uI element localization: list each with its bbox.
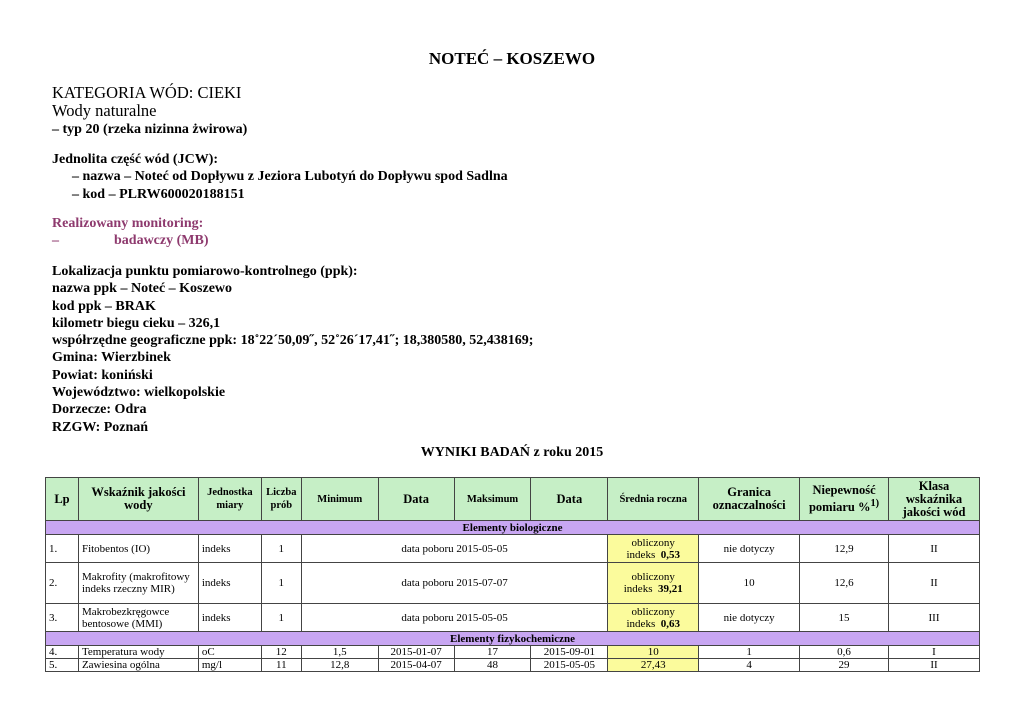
jcw-code: – kod – PLRW600020188151 — [72, 186, 245, 202]
cell-max: 48 — [454, 659, 531, 672]
header-limit: Granica oznaczalności — [699, 478, 800, 521]
cell-lp: 2. — [46, 563, 79, 604]
cell-mean — [608, 563, 699, 604]
mean-label-index: indeks — [626, 548, 656, 561]
cell-date-min: 2015-01-07 — [378, 646, 454, 659]
table-row — [46, 659, 980, 672]
cell-uncertainty: 15 — [800, 604, 889, 632]
header-max: Maksimum — [454, 478, 531, 521]
cell-indicator: Makrobezkręgowce bentosowe (MMI) — [78, 604, 198, 632]
cell-class: II — [889, 563, 980, 604]
location-line: współrzędne geograficzne ppk: 18˚22´50,09˝, 52˚26´17,41˝; 18,380580, 52,438169; — [52, 333, 534, 349]
cell-lp: 1. — [46, 535, 79, 563]
cell-date-max: 2015-09-01 — [531, 646, 608, 659]
header-uncertainty-sup: 1) — [870, 497, 880, 509]
cell-count: 1 — [261, 535, 301, 563]
cell-uncertainty: 29 — [800, 659, 889, 672]
section-row-fiz — [46, 632, 980, 646]
cell-unit: oC — [198, 646, 261, 659]
location-line: Dorzecze: Odra — [52, 402, 147, 418]
mean-label-index: indeks — [623, 583, 653, 595]
section-row-bio — [46, 521, 980, 535]
cell-sample-date: data poboru 2015-05-05 — [301, 604, 608, 632]
cell-min: 1,5 — [301, 646, 378, 659]
location-line: RZGW: Poznań — [52, 419, 149, 435]
monitoring-heading: Realizowany monitoring: — [52, 216, 204, 231]
cell-class: I — [889, 646, 980, 659]
header-indicator: Wskaźnik jakości wody — [78, 478, 198, 521]
cell-limit: nie dotyczy — [699, 604, 800, 632]
mean-value-line — [611, 549, 695, 561]
header-uncertainty-text: Niepewność pomiaru % — [808, 482, 876, 515]
mean-value-line — [611, 583, 695, 595]
cell-lp: 5. — [46, 659, 79, 672]
header-class: Klasa wskaźnika jakości wód — [889, 478, 980, 521]
results-title: WYNIKI BADAŃ z roku 2015 — [420, 445, 604, 460]
cell-limit: 10 — [699, 563, 800, 604]
table-row — [46, 535, 980, 563]
section-fiz-label: Elementy fizykochemiczne — [46, 632, 980, 646]
jcw-block — [52, 151, 508, 203]
header-min: Minimum — [301, 478, 378, 521]
cell-count: 11 — [261, 659, 301, 672]
location-line: kod ppk – BRAK — [52, 298, 156, 314]
mean-label: obliczony — [631, 571, 675, 583]
cell-lp: 4. — [46, 646, 79, 659]
header-date2: Data — [531, 478, 608, 521]
header-unit: Jednostka miary — [198, 478, 261, 521]
mean-label: obliczony — [631, 605, 675, 618]
mean-label-index: indeks — [626, 617, 656, 630]
jcw-name: – nazwa – Noteć od Dopływu z Jeziora Lubotyń do Dopływu spod Sadlna — [72, 169, 508, 185]
cell-mean — [608, 535, 699, 563]
location-heading: Lokalizacja punktu pomiarowo-kontrolnego (ppk): — [52, 264, 358, 279]
cell-limit: 1 — [699, 646, 800, 659]
cell-lp: 3. — [46, 604, 79, 632]
cell-date-min: 2015-04-07 — [378, 659, 454, 672]
location-line: kilometr biegu cieku – 326,1 — [52, 315, 221, 331]
cell-count: 12 — [261, 646, 301, 659]
cell-uncertainty: 12,9 — [800, 535, 889, 563]
cell-sample-date: data poboru 2015-07-07 — [301, 563, 608, 604]
cell-date-max: 2015-05-05 — [531, 659, 608, 672]
cell-class: II — [889, 659, 980, 672]
cell-count: 1 — [261, 563, 301, 604]
cell-indicator: Makrofity (makrofitowy indeks rzeczny MIR) — [78, 563, 198, 604]
cell-indicator: Zawiesina ogólna — [78, 659, 198, 672]
cell-count: 1 — [261, 604, 301, 632]
table-row — [46, 604, 980, 632]
results-table — [45, 477, 980, 672]
location-block — [52, 263, 533, 436]
mean-value: 39,21 — [657, 583, 683, 595]
section-bio-label: Elementy biologiczne — [46, 521, 980, 535]
cell-max: 17 — [454, 646, 531, 659]
monitoring-item: badawczy (MB) — [114, 233, 209, 249]
cell-sample-date: data poboru 2015-05-05 — [301, 535, 608, 563]
mean-value: 0,53 — [660, 548, 680, 561]
location-line: nazwa ppk – Noteć – Koszewo — [52, 281, 233, 297]
cell-min: 12,8 — [301, 659, 378, 672]
cell-indicator: Temperatura wody — [78, 646, 198, 659]
monitoring-block — [52, 215, 209, 250]
cell-mean — [608, 604, 699, 632]
mean-value: 0,63 — [660, 617, 680, 630]
type-line: – typ 20 (rzeka nizinna żwirowa) — [52, 122, 248, 137]
cell-uncertainty: 12,6 — [800, 563, 889, 604]
monitoring-dash: – — [52, 233, 59, 249]
location-line: Województwo: wielkopolskie — [52, 385, 226, 401]
page-title: NOTEĆ – KOSZEWO — [428, 49, 596, 68]
header-date1: Data — [378, 478, 454, 521]
cell-unit: indeks — [198, 535, 261, 563]
cell-uncertainty: 0,6 — [800, 646, 889, 659]
cell-indicator: Fitobentos (IO) — [78, 535, 198, 563]
header-lp: Lp — [46, 478, 79, 521]
cell-class: III — [889, 604, 980, 632]
table-row — [46, 646, 980, 659]
cell-limit: nie dotyczy — [699, 535, 800, 563]
cell-unit: indeks — [198, 604, 261, 632]
category-heading: KATEGORIA WÓD: CIEKI — [52, 83, 242, 102]
header-uncertainty — [800, 478, 889, 521]
table-header-row — [46, 478, 980, 521]
cell-class: II — [889, 535, 980, 563]
location-line: Gmina: Wierzbinek — [52, 350, 171, 366]
table-row — [46, 563, 980, 604]
mean-value-line — [611, 618, 695, 630]
header-mean: Średnia roczna — [608, 478, 699, 521]
cell-unit: mg/l — [198, 659, 261, 672]
cell-mean: 10 — [608, 646, 699, 659]
cell-limit: 4 — [699, 659, 800, 672]
jcw-heading: Jednolita część wód (JCW): — [52, 152, 219, 167]
location-line: Powiat: koniński — [52, 367, 153, 383]
waters-heading: Wody naturalne — [52, 101, 157, 120]
monitoring-item-row — [52, 232, 209, 249]
mean-label: obliczony — [631, 536, 675, 549]
cell-mean: 27,43 — [608, 659, 699, 672]
cell-unit: indeks — [198, 563, 261, 604]
header-count: Liczba prób — [261, 478, 301, 521]
